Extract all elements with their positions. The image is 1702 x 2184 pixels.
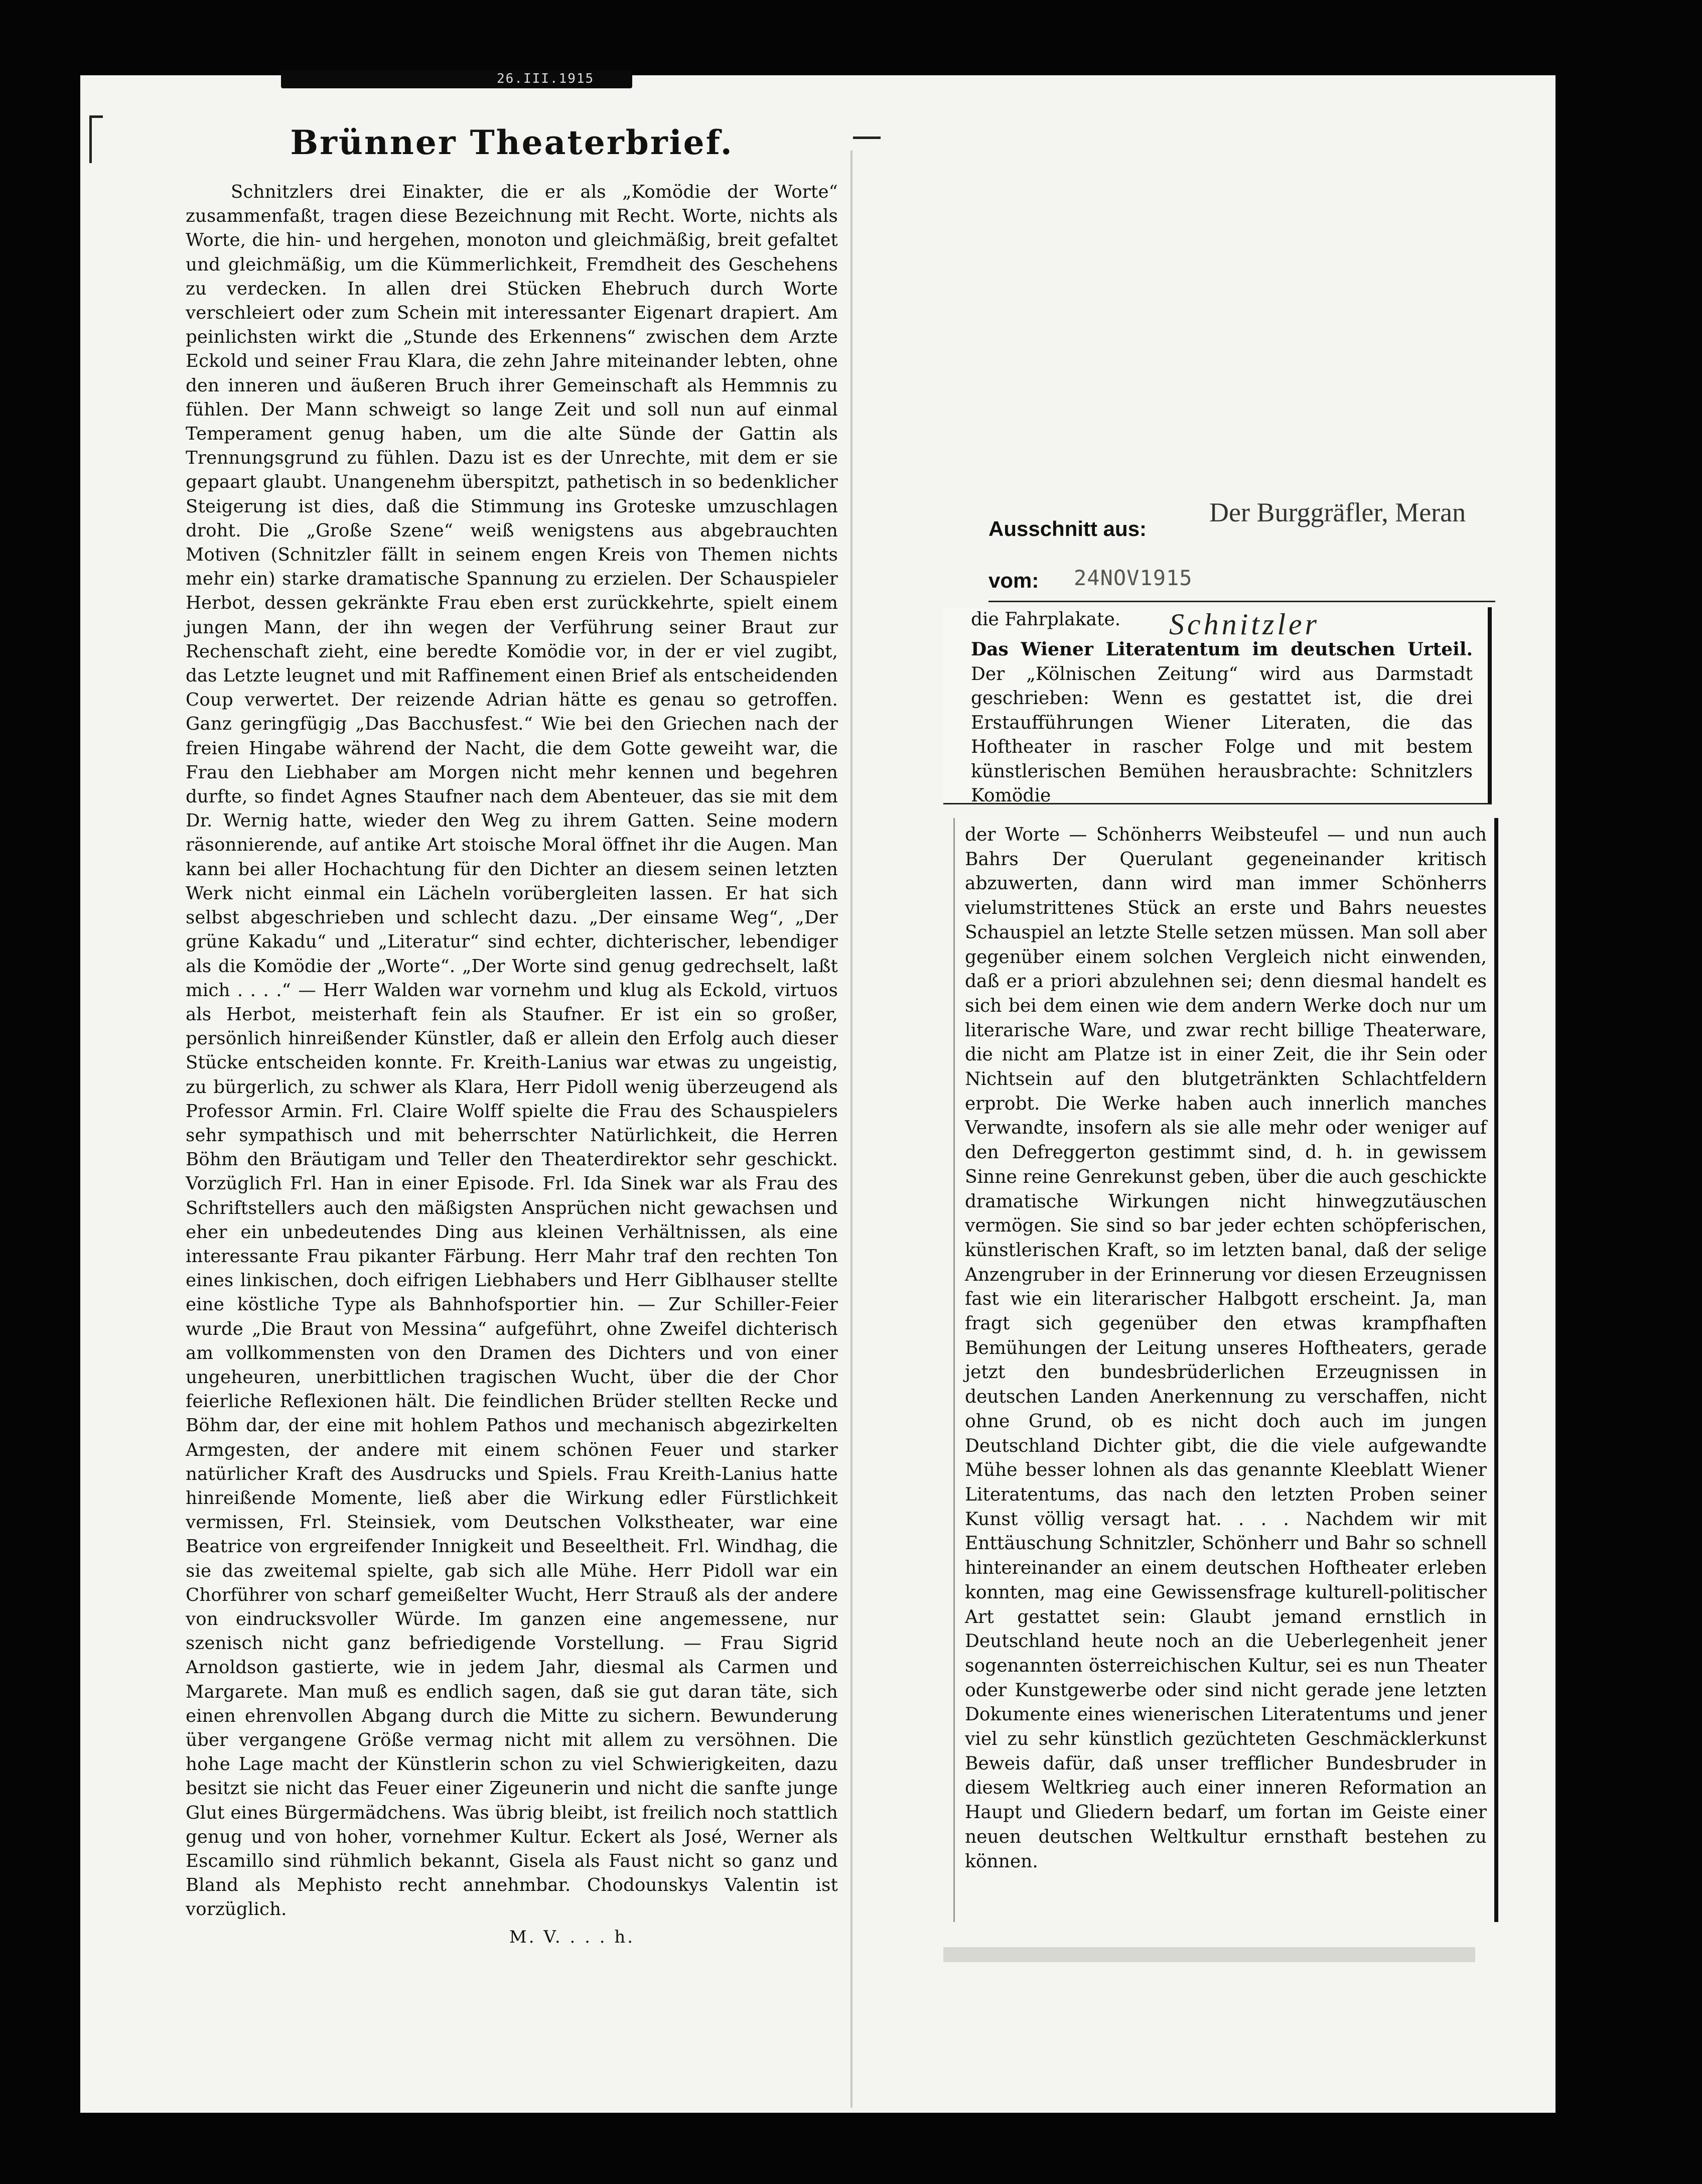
clipping-shadow — [943, 1947, 1475, 1962]
header-underline — [988, 601, 1495, 602]
column-divider — [850, 151, 853, 2108]
crop-corner-mark — [89, 115, 103, 163]
article-body: Schnitzlers drei Einakter, die er als „Komödie der Worte“ zusammenfaßt, tragen diese Bezeichnung mit Recht. Worte, nichts als Worte, die hin- und hergehen, monoton und gleichmäßig, breit gefaltet und gleichmäßig, um die Kümmerlichkeit, Fremdheit des Geschehens zu verdecken. In allen drei Stücken Ehebruch durch Worte verschleiert oder zum Schein mit interessanter Eigenart drapiert. Am peinlichsten wirkt die „Stunde des Erkennens“ zwischen dem Arzte Eckold und seiner Frau Klara, die zehn Jahre miteinander lebten, ohne den inneren und äußeren Bruch ihrer Gemeinschaft als Hemmnis zu fühlen. Der Mann schweigt so lange Zeit und soll nun auf einmal Temperament genug haben, um die alte Sünde der Gattin als Trennungsgrund zu fühlen. Dazu ist es der Unrechte, mit dem er sie gepaart glaubt. Unangenehm überspitzt, pathetisch in so bedenklicher Steigerung ist dies, daß die Stimmung ins Groteske umzuschlagen droht. Die „Große Szene“ weiß wenigstens aus abgebrauchten Motiven (Schnitzler fällt in seinem engen Kreis von Themen nichts mehr ein) starke dramatische Spannung zu erzielen. Der Schauspieler Herbot, dessen gekränkte Frau eben erst zurückkehrte, spielt einem jungen Mann, der ihn wegen der Verführung seiner Braut zur Rechenschaft zieht, eine beredte Komödie vor, in der er viel zugibt, das Letzte leugnet und mit Raffinement einen Brief als entscheidenden Coup verwertet. Der reizende Adrian hätte es genau so getroffen. Ganz geringfügig „Das Bacchusfest.“ Wie bei den Griechen nach der freien Hingabe während der Nacht, die dem Gotte geweiht war, die Frau den Liebhaber am Morgen nicht mehr kennen und begehren durfte, so findet Agnes Staufner nach dem Abenteuer, das sie mit dem Dr. Wernig hatte, wieder den Weg zu ihrem Gatten. Seine modern räsonnierende, auf antike Art stoische Moral öffnet ihr die Augen. Man kann bei aller Hochachtung für den Dichter an diesem seinen letzten Werk nicht einmal ein Lächeln vorübergleiten lassen. Er hat sich selbst abgeschrieben und schlecht dazu. „Der einsame Weg“, „Der grüne Kakadu“ und „Literatur“ sind echter, dichterischer, lebendiger als die Komödie der „Worte“. „Der Worte sind genug gedrechselt, laßt mich . . . .“ — Herr Walden war vornehm und klug als Eckold, virtuos als Herbot, meisterhaft fein als Staufner. Er ist ein so großer, persönlich hinreißender Künstler, daß er allein den Erfolg auch dieser Stücke entscheiden konnte. Fr. Kreith-Lanius war etwas zu ungeistig, zu bürgerlich, zu schwer als Klara, Herr Pidoll wenig überzeugend als Professor Armin. Frl. Claire Wolff spielte die Frau des Schauspielers sehr sympathisch und mit beherrschter Natürlichkeit, die Herren Böhm den Bräutigam und Teller den Theaterdirektor sehr geschickt. Vorzüglich Frl. Han in einer Episode. Frl. Ida Sinek war als Frau des Schriftstellers auch den mäßigsten Ansprüchen nicht gewachsen und eher ein unbedeutendes Ding aus kleinen Verhältnissen, als eine interessante Frau pikanter Färbung. Herr Mahr traf den rechten Ton eines linkischen, doch eifrigen Liebhabers und Herr Giblhauser stellte eine köstliche Type als Bahnhofsportier hin. — Zur Schiller-Feier wurde „Die Braut von Messina“ aufgeführt, ohne Zweifel dichterisch am vollkommensten von den Dramen des Dichters und von einer ungeheuren, unerbittlichen tragischen Wucht, über die der Chor feierliche Reflexionen hält. Die feindlichen Brüder stellten Recke und Böhm dar, der eine mit hohlem Pathos und mechanisch abgezirkelten Armgesten, der andere mit einem schönen Feuer und starker natürlicher Kraft des Ausdrucks und Spiels. Frau Kreith-Lanius hatte hinreißende Momente, ließ aber die Wirkung edler Fürstlichkeit vermissen, Frl. Steinsiek, vom Deutschen Volkstheater, war eine Beatrice von ergreifender Innigkeit und Beseeltheit. Frl. Windhag, die sie das zweitemal spielte, gab sich alle Mühe. Herr Pidoll war ein Chorführer von scharf gemeißelter Wucht, Herr Strauß als der andere von eindrucksvoller Würde. Im ganzen eine angemessene, nur szenisch nicht ganz befriedigende Vorstellung. — Frau Sigrid Arnoldson gastierte, wie in jedem Jahr, diesmal als Carmen und Margarete. Man muß es endlich sagen, daß sie gut daran täte, sich einen ehrenvollen Abgang durch die Mitte zu sichern. Bewunderung über vergangene Größe vermag nicht mit allem zu versöhnen. Die hohe Lage macht der Künstlerin schon zu viel Schwierigkeiten, dazu besitzt sie nicht das Feuer einer Zigeunerin und nicht die sanfte junge Glut eines Bürgermädchens. Was übrig bleibt, ist freilich noch stattlich genug und von hoher, vornehmer Kultur. Eckert als José, Werner als Escamillo sind rühmlich bekannt, Gisela als Faust nicht so ganz und Bland als Mephisto recht annehmbar. Chodounskys Valentin ist vorzüglich. — [186, 182, 838, 1920]
previous-article-tail: die Fahrplakate. — [971, 609, 1121, 630]
clipping-top-fragment — [943, 607, 1492, 804]
clipping-intro: Der „Kölnischen Zeitung“ wird aus Darmstadt geschrieben: Wenn es gestattet ist, die drei Erstaufführungen Wiener Literaten, die das Hoftheater in rascher Folge und mit bestem künstlerischen Bemühen herausbrachte: Schnitzlers Komödie — [971, 663, 1473, 806]
handwritten-annotation: Schnitzler — [1169, 608, 1320, 641]
left-article — [186, 123, 838, 2055]
crop-dash-mark — [853, 136, 881, 139]
clipping-body-fragment — [953, 818, 1498, 1922]
source-label: Ausschnitt aus: — [988, 517, 1147, 540]
article-headline: Brünner Theaterbrief. — [290, 123, 734, 162]
date-label: vom: — [988, 569, 1039, 592]
clipping-first-paragraph — [971, 637, 1473, 808]
date-value: 24NOV1915 — [1074, 566, 1193, 590]
source-value: Der Burggräfler, Meran — [1209, 497, 1466, 527]
article-signature: M. V. . . . h. — [509, 1927, 635, 1947]
date-stamp-text: 26.III.1915 — [497, 71, 595, 86]
date-stamp-strip — [281, 70, 632, 88]
clipping-header — [938, 489, 1520, 620]
clipping-headline: Das Wiener Literatentum im deutschen Urteil. — [971, 639, 1473, 660]
clipping-body-text: der Worte — Schönherrs Weibsteufel — und nun auch Bahrs Der Querulant gegeneinander kritisch abzuwerten, dann wird man immer Schönherrs vielumstrittenes Stück an erste und Bahrs neuestes Schauspiel an letzte Stelle setzen müssen. Man soll aber gegenüber einem solchen Vergleich nicht einwenden, daß er a priori abzulehnen sei; denn diesmal handelt es sich bei dem einen wie dem andern Werke doch nur um literarische Ware, und zwar recht billige Theaterware, die nicht am Platze ist in einer Zeit, die ihr Sein oder Nichtsein auf den blutgetränkten Schlachtfeldern erprobt. Die Werke haben auch innerlich manches Verwandte, insofern als sie alle mehr oder weniger auf den Defreggerton gestimmt sind, d. h. in gewissem Sinne reine Genrekunst geben, über die auch geschickte dramatische Wirkungen nicht hinwegzutäuschen vermögen. Sie sind so bar jeder echten schöpferischen, künstlerischen Kraft, so im letzten banal, daß der selige Anzengruber in der Erinnerung vor diesen Erzeugnissen fast wie ein literarischer Halbgott erscheint. Ja, man fragt sich gegenüber den etwas krampfhaften Bemühungen der Leitung unseres Hoftheaters, gerade jetzt den bundesbrüderlichen Erzeugnissen in deutschen Landen Anerkennung zu verschaffen, nicht ohne Grund, ob es nicht doch auch im jungen Deutschland Dichter gibt, die die viele aufgewandte Mühe besser lohnen als das genannte Kleeblatt Wiener Literatentums, das nach den letzten Proben seiner Kunst völlig versagt hat. . . . Nachdem wir mit Enttäuschung Schnitzler, Schönherr und Bahr so schnell hintereinander an einem deutschen Hoftheater erleben konnten, mag eine Gewissensfrage kulturell-politischer Art gestattet sein: Glaubt jemand ernstlich in Deutschland heute noch an die Ueberlegenheit jener sogenannten österreichischen Kultur, sei es nun Theater oder Kunstgewerbe oder sind nicht gerade jene letzten Dokumente eines wienerischen Literatentums und jener viel zu sehr künstlich gezüchteten Geschmäcklerkunst Beweis dafür, daß unser trefflicher Bundesbruder in diesem Weltkrieg auch einer inneren Reformation an Haupt und Gliedern bedarf, um fortan im Geiste einer neuen deutschen Weltkultur ernsthaft bestehen zu können. — [965, 825, 1487, 1872]
